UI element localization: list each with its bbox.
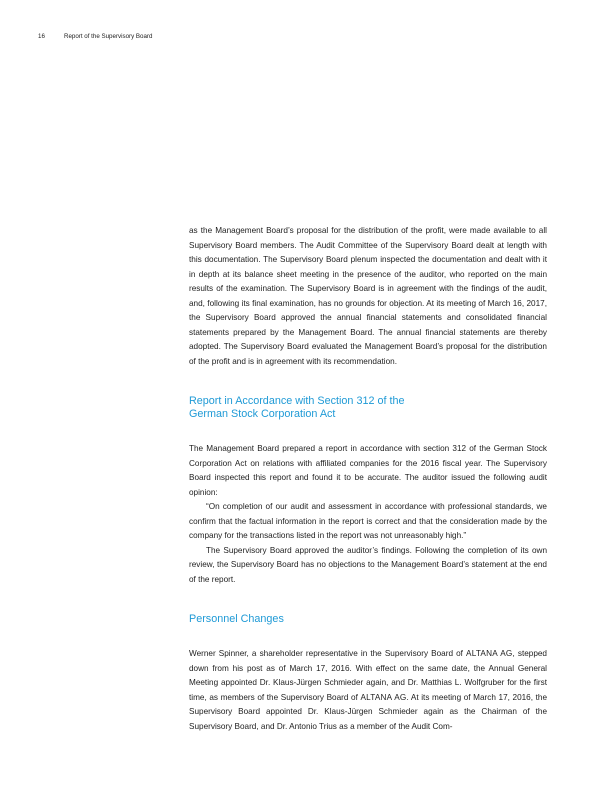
section-312-heading-line1: Report in Accordance with Section 312 of the	[189, 395, 405, 407]
personnel-text-b: , stepped down from his post as of March 17, 2016. With effect on the same date, the Annual General Meeting appointed Dr. Klaus-Jürgen Schmieder again, and Dr. Matthias L. Wolfgruber for the first time, as members of the Supervisory Board of	[189, 649, 547, 702]
body-text	[189, 224, 547, 734]
personnel-paragraph	[189, 647, 547, 734]
personnel-text-a: Werner Spinner, a shareholder representative in the Supervisory Board of	[189, 649, 467, 658]
personnel-text-c: . At its meeting of March 17, 2016, the Supervisory Board appointed Dr. Klaus-Jürgen Schmieder again as the Chairman of the Supervisory Board, and Dr. Antonio Trius as a member of the Audit Com-	[189, 692, 547, 731]
section-312-heading	[189, 395, 547, 421]
running-header	[38, 33, 152, 40]
audit-opinion-quote: “On completion of our audit and assessment in accordance with professional standards, we confirm that the factual information in the report is correct and that the consideration made by the company for the transactions listed in the report was not unreasonably high.”	[189, 502, 547, 540]
section-312-paragraph: The Management Board prepared a report in accordance with section 312 of the German Stock Corporation Act on relations with affiliated companies for the 2016 fiscal year. The Supervisory Board inspected this report and found it to be accurate. The auditor issued the following audit opinion:	[189, 444, 547, 497]
personnel-heading: Personnel Changes	[189, 613, 284, 625]
section-312-heading-line2: German Stock Corporation Act	[189, 408, 336, 420]
section-312-conclusion: The Supervisory Board approved the auditor’s findings. Following the completion of its own review, the Supervisory Board has no objections to the Management Board’s statement at the end of the report.	[189, 545, 547, 584]
page-number: 16	[38, 33, 45, 40]
company-name: ALTANA AG	[360, 692, 407, 702]
intro-paragraph: as the Management Board’s proposal for the distribution of the profit, were made available to all Supervisory Board members. The Audit Committee of the Supervisory Board dealt at length with this documentation. The Supervisory Board plenum inspected the documentation and dealt with it in depth at its balance sheet meeting in the presence of the auditor, who reported on the main results of the examination. The Supervisory Board is in agreement with the findings of the audit, and, following its final examination, has no grounds for objection. At its meeting of March 16, 2017, the Supervisory Board approved the annual financial statements and consolidated financial statements prepared by the Management Board. The annual financial statements are thereby adopted. The Supervisory Board evaluated the Management Board’s proposal for the distribution of the profit and is in agreement with its recommendation.	[189, 226, 547, 366]
section-title: Report of the Supervisory Board	[64, 33, 153, 40]
company-name: ALTANA AG	[466, 649, 513, 658]
